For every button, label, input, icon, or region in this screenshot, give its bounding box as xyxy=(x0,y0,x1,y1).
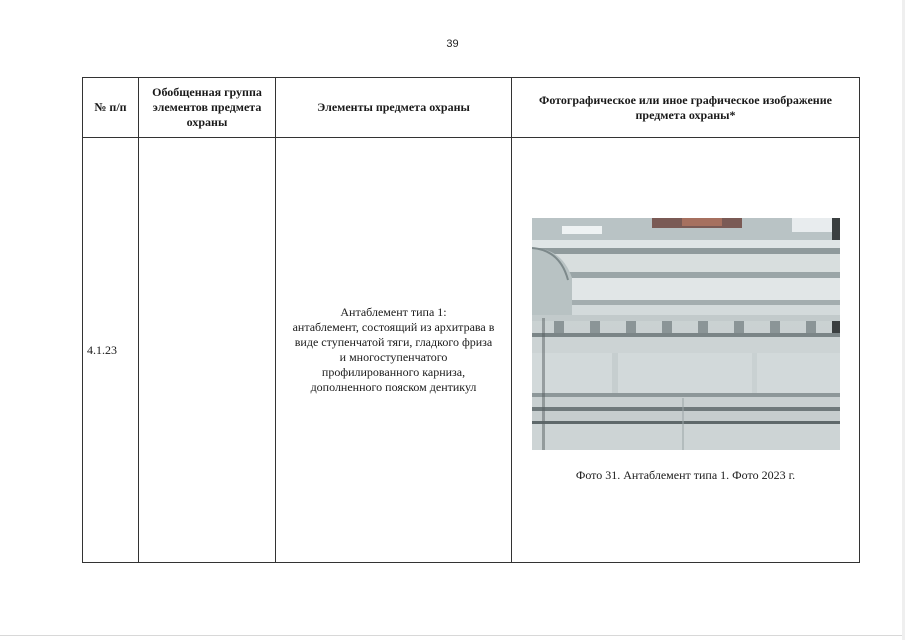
table-row xyxy=(83,138,860,563)
page-number: 39 xyxy=(446,38,459,50)
header-number: № п/п xyxy=(83,78,139,138)
entablature-photo xyxy=(532,218,840,450)
description-line: виде ступенчатой тяги, гладкого фриза xyxy=(294,335,493,349)
photo-caption: Фото 31. Антаблемент типа 1. Фото 2023 г. xyxy=(575,467,796,482)
table-header-row xyxy=(83,78,860,138)
row-element-description xyxy=(276,138,512,563)
scan-bottom-edge xyxy=(0,635,905,636)
description-line: профилированного карниза, xyxy=(321,365,466,379)
header-element-group: Обобщенная группа элементов предмета охраны xyxy=(139,78,276,138)
description-line: и многоступенчатого xyxy=(339,350,448,364)
row-element-group xyxy=(139,138,276,563)
description-line: Антаблемент типа 1: xyxy=(340,305,447,319)
header-protection-elements: Элементы предмета охраны xyxy=(276,78,512,138)
protection-elements-table xyxy=(82,77,860,563)
row-number: 4.1.23 xyxy=(83,138,139,563)
row-photo-cell xyxy=(512,138,860,563)
description-line: дополненного пояском дентикул xyxy=(310,380,477,394)
description-line: антаблемент, состоящий из архитрава в xyxy=(292,320,495,334)
header-photo: Фотографическое или иное графическое изображение предмета охраны* xyxy=(512,78,860,138)
